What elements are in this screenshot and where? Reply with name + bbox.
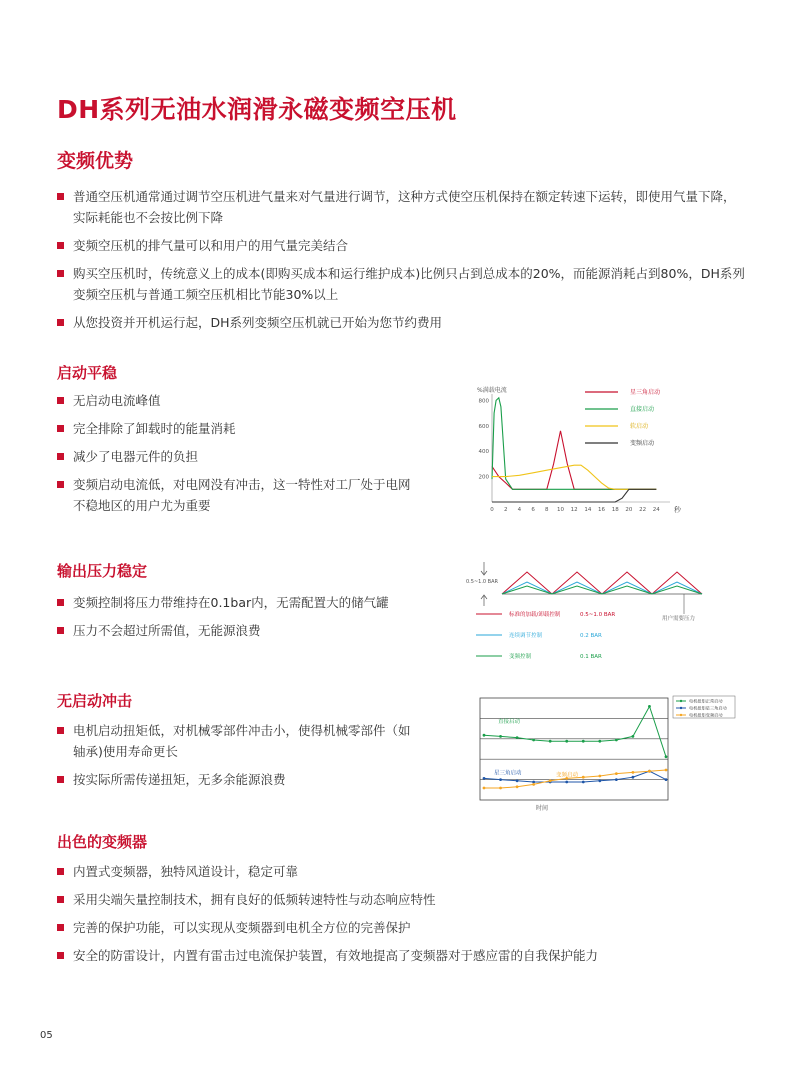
torque-chart [458,690,738,815]
chart3-legend-label: 电机扭矩星三角启动 [689,705,727,711]
chart3-point [632,771,635,774]
chart3-point [532,781,535,784]
chart1-y-tick: 200 [478,474,489,481]
chart2-series-line [502,572,702,594]
chart3-series-line [484,706,666,756]
list-item: 内置式变频器，独特风道设计，稳定可靠 [57,861,757,882]
chart3-point [499,787,502,790]
chart3-point [615,772,618,775]
chart2-legend-range: 0.1 BAR [580,654,602,660]
chart1-x-tick: 14 [584,507,592,513]
list-item: 压力不会超过所需值，无能源浪费 [57,620,427,641]
chart3-label-vfd: 变频启动 [556,772,579,779]
list-item: 无启动电流峰值 [57,390,417,411]
chart1-x-tick: 8 [545,507,549,513]
chart1-x-tick: 0 [490,507,494,513]
page-title: DH系列无油水润滑永磁变频空压机 [57,95,457,124]
chart1-series-line [492,465,656,489]
list-item: 变频空压机的排气量可以和用户的用气量完美结合 [57,235,747,256]
chart1-y-tick: 800 [478,398,489,405]
chart3-point [532,783,535,786]
list-item: 完善的保护功能，可以实现从变频器到电机全方位的完善保护 [57,917,757,938]
chart1-x-tick: 2 [503,507,508,513]
chart1-legend-label: 变频启动 [630,440,655,447]
chart1-y-tick: 400 [478,449,489,456]
chart3-point [632,776,635,779]
chart3-point [483,777,486,780]
chart3-point [665,769,668,772]
chart2-series-line [502,586,702,594]
chart3-legend-marker [680,714,682,716]
chart2-legend-label: 连续调节控制 [509,633,543,639]
section-heading-impact: 无启动冲击 [57,692,133,710]
chart3-point [532,739,535,742]
chart1-y-tick: 600 [478,423,489,430]
chart2-annotation: 用户需要压力 [662,616,696,622]
chart3-point [549,779,552,782]
chart1-legend-label: 直接启动 [630,406,655,413]
chart1-x-tick: 24 [652,507,660,513]
chart1-xunit: 秒 [674,506,681,514]
chart2-legend-label: 变频控制 [509,654,532,660]
list-item: 安全的防雷设计，内置有雷击过电流保护装置，有效地提高了变频器对于感应雷的自我保护能力 [57,945,757,966]
section-heading-start: 启动平稳 [57,364,118,382]
chart3-label-star: 星三角启动 [494,770,522,777]
chart3-legend-marker [680,707,682,709]
chart3-point [483,734,486,737]
chart1-series-line [492,489,656,502]
chart2-band-label: 0.5~1.0 BAR [466,579,499,585]
chart3-point [516,785,519,788]
section-heading-inverter: 出色的变频器 [57,833,148,851]
start-current-chart [470,382,695,522]
chart3-point [582,781,585,784]
section-heading-advantages: 变频优势 [57,150,134,172]
list-item: 电机启动扭矩低，对机械零部件冲击小，使得机械零部件（如轴承)使用寿命更长 [57,720,417,762]
chart3-xlabel: 时间 [536,805,549,812]
impact-list [57,720,417,790]
chart2-legend-range: 0.5~1.0 BAR [580,612,616,618]
pressure-band-chart [462,558,710,668]
chart2-legend-range: 0.2 BAR [580,633,602,639]
list-item: 变频控制将压力带维持在0.1bar内，无需配置大的储气罐 [57,592,427,613]
list-item: 变频启动电流低，对电网没有冲击，这一特性对工厂处于电网不稳地区的用户尤为重要 [57,474,417,516]
chart3-point [582,740,585,743]
list-item: 从您投资并开机运行起，DH系列变频空压机就已开始为您节约费用 [57,312,747,333]
chart3-point [665,755,668,758]
chart1-legend-label: 软启动 [630,423,649,430]
start-list [57,390,417,516]
chart3-legend-label: 电机扭矩正常启动 [689,698,723,704]
chart3-legend-label: 电机扭矩变频启动 [689,712,723,718]
list-item: 按实际所需传递扭矩，无多余能源浪费 [57,769,417,790]
chart3-point [648,705,651,708]
chart3-legend-marker [680,700,682,702]
chart3-point [665,778,668,781]
list-item: 购买空压机时，传统意义上的成本(即购买成本和运行维护成本)比例只占到总成本的20%，而能源消耗占到80%，DH系列变频空压机与普通工频空压机相比节能30%以上 [57,263,747,305]
chart1-x-tick: 10 [556,507,564,513]
chart3-point [549,740,552,743]
chart3-frame [480,698,668,800]
chart1-ylabel: %满载电流 [477,387,507,394]
chart3-point [632,735,635,738]
chart3-point [483,787,486,790]
chart3-point [598,775,601,778]
chart1-x-tick: 16 [598,507,606,513]
chart3-point [598,779,601,782]
list-item: 完全排除了卸载时的能量消耗 [57,418,417,439]
chart3-point [516,736,519,739]
list-item: 普通空压机通常通过调节空压机进气量来对气量进行调节，这种方式使空压机保持在额定转速下运转，即使用气量下降，实际耗能也不会按比例下降 [57,186,747,228]
chart3-label-direct: 直接启动 [498,719,521,726]
chart3-point [615,778,618,781]
chart2-legend-label: 标准的加载/卸载控制 [509,612,561,618]
list-item: 减少了电器元件的负担 [57,446,417,467]
chart1-legend-label: 星三角启动 [630,389,661,396]
list-item: 采用尖端矢量控制技术，拥有良好的低频转速特性与动态响应特性 [57,889,757,910]
chart3-point [648,770,651,773]
chart3-point [565,781,568,784]
inverter-list [57,861,757,966]
pressure-list [57,592,427,641]
chart3-point [499,735,502,738]
chart1-x-tick: 6 [531,507,535,513]
page-number: 05 [40,1030,53,1041]
chart1-x-tick: 18 [611,507,619,513]
section-heading-pressure: 输出压力稳定 [57,562,148,580]
chart1-x-tick: 20 [625,507,633,513]
chart3-point [565,740,568,743]
chart3-point [615,739,618,742]
chart3-point [516,779,519,782]
chart3-point [499,778,502,781]
chart1-x-tick: 22 [639,507,647,513]
chart1-x-tick: 4 [517,507,522,513]
chart1-x-tick: 12 [570,507,578,513]
chart3-point [598,740,601,743]
chart3-point [582,776,585,779]
advantages-list [57,186,747,333]
